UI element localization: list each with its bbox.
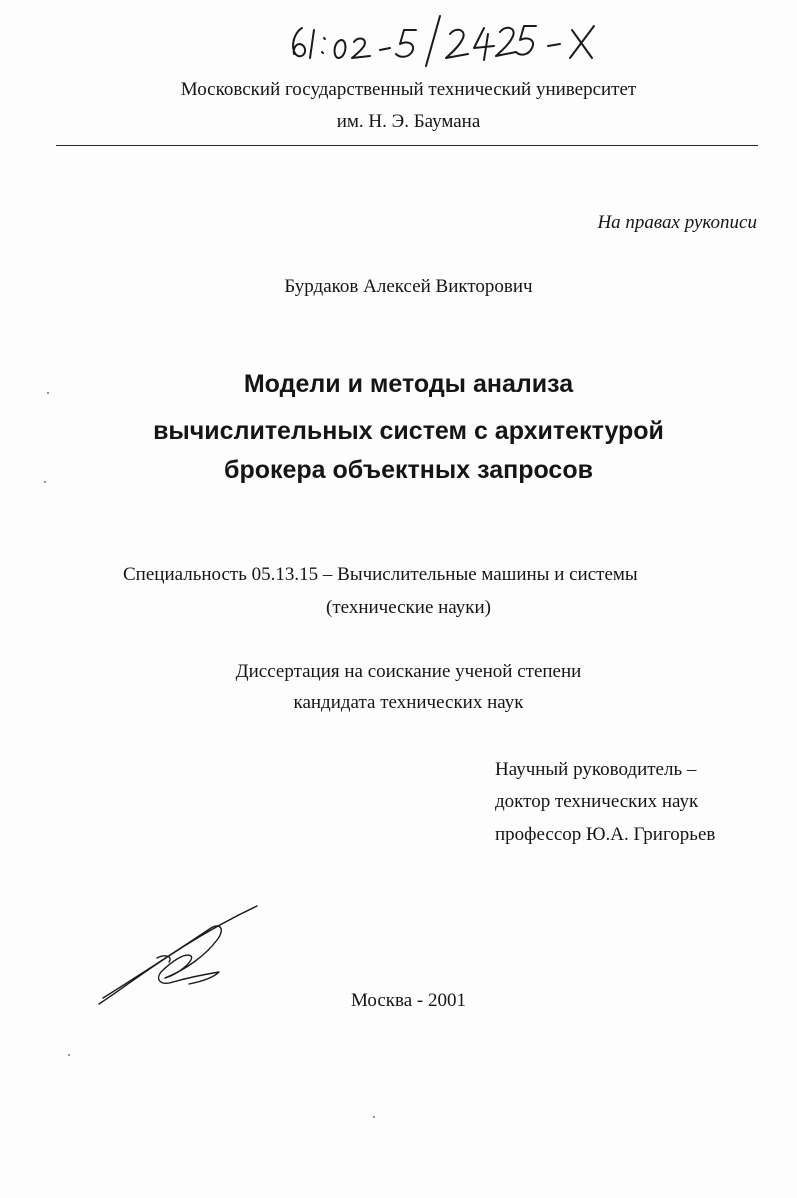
city-and-year: Москва - 2001 (350, 990, 467, 1011)
specialty-code: Специальность 05.13.15 – Вычислительные машины и системы (123, 564, 638, 585)
dissertation-purpose: Диссертация на соискание ученой степени (235, 661, 582, 682)
scan-speck (68, 1054, 70, 1056)
university-name: Московский государственный технический университет (180, 79, 637, 100)
title-line-1: Модели и методы анализа (243, 370, 574, 398)
manuscript-note: На правах рукописи (597, 212, 757, 233)
header-divider (56, 145, 758, 146)
advisor-role: Научный руководитель – (495, 759, 697, 780)
author-name: Бурдаков Алексей Викторович (284, 276, 533, 297)
title-line-2: вычислительных систем с архитектурой (153, 417, 664, 445)
scan-speck (44, 481, 46, 483)
scan-speck (47, 392, 49, 394)
advisor-name: профессор Ю.А. Григорьев (495, 824, 716, 845)
scan-speck (373, 1116, 375, 1118)
specialty-field: (технические науки) (326, 597, 491, 618)
handwritten-archive-code (280, 8, 610, 68)
title-line-3: брокера объектных запросов (224, 456, 593, 484)
advisor-degree: доктор технических наук (495, 791, 699, 812)
university-subtitle: им. Н. Э. Баумана (336, 111, 481, 132)
dissertation-degree: кандидата технических наук (293, 692, 524, 713)
